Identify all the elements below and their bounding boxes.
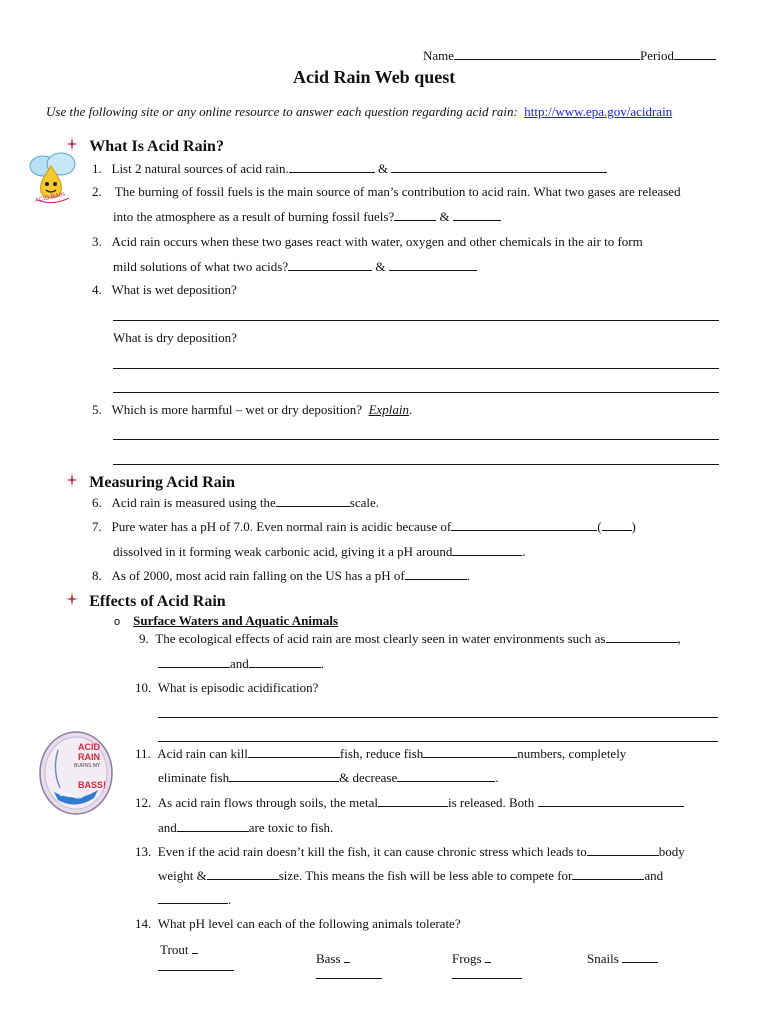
q4-answer-line-3[interactable] — [113, 392, 719, 393]
q6-answer[interactable] — [276, 494, 350, 507]
epa-link[interactable]: http://www.epa.gov/acidrain — [524, 104, 673, 119]
question-3: 3. Acid rain occurs when these two gases react with water, oxygen and other chemicals in the air to form — [92, 234, 643, 249]
question-9: 9. The ecological effects of acid rain are most clearly seen in water environments such as , — [139, 631, 681, 646]
question-2: 2. The burning of fossil fuels is the main source of man’s contribution to acid rain. What two gases are released — [92, 184, 681, 199]
question-5: 5. Which is more harmful – wet or dry deposition? Explain. — [92, 402, 413, 417]
q13-answer-4[interactable] — [158, 891, 228, 904]
q11-answer-2[interactable] — [423, 745, 517, 758]
question-14: 14. What pH level can each of the following animals tolerate? — [135, 916, 461, 931]
question-13-cont2: . — [158, 891, 231, 908]
section-heading: What Is Acid Rain? — [89, 138, 224, 155]
animal-label: Bass — [316, 951, 341, 966]
q11-answer-1[interactable] — [248, 745, 340, 758]
acid-rain-burns-my-bass-badge — [38, 730, 114, 816]
q11-answer-4[interactable] — [397, 769, 495, 782]
page-title: Acid Rain Web quest — [293, 67, 456, 87]
animal-bass — [316, 950, 350, 967]
badge-text-2: RAIN — [78, 752, 100, 762]
question-10: 10. What is episodic acidification? — [135, 680, 319, 695]
snails-answer[interactable] — [622, 950, 658, 963]
star-bullet-icon — [66, 592, 78, 606]
section-what-is-acid-rain — [66, 137, 224, 156]
q5-answer-line-2[interactable] — [113, 464, 719, 465]
name-field[interactable] — [423, 47, 716, 64]
badge-text-3: BURNS MY — [74, 763, 101, 769]
intro-text: Use the following site or any online resource to answer each question regarding acid rain: http://www.epa.gov/acidrain — [46, 104, 673, 119]
q1-answer-1[interactable] — [289, 160, 375, 173]
section-measuring-acid-rain — [66, 473, 235, 492]
q9-answer-1[interactable] — [606, 630, 678, 643]
q3-answer-1[interactable] — [288, 258, 372, 271]
q4-answer-line-1[interactable] — [113, 320, 719, 321]
question-4: 4. What is wet deposition? — [92, 282, 237, 297]
q13-answer-2[interactable] — [207, 867, 279, 880]
question-9-cont: and . — [158, 655, 324, 672]
q4-answer-line-2[interactable] — [113, 368, 719, 369]
question-11-cont: eliminate fish & decrease . — [158, 770, 499, 785]
q12-answer-3[interactable] — [177, 819, 249, 832]
question-13: 13. Even if the acid rain doesn’t kill the fish, it can cause chronic stress which leads to body — [135, 844, 685, 859]
animal-snails — [587, 950, 658, 967]
badge-text-4: BASS! — [78, 780, 107, 790]
period-label: Period — [640, 48, 674, 63]
q9-answer-2[interactable] — [158, 655, 230, 668]
q1-answer-2[interactable] — [391, 160, 607, 173]
question-7-cont: dissolved in it forming weak carbonic acid, giving it a pH around . — [113, 544, 526, 559]
q13-answer-1[interactable] — [587, 843, 659, 856]
question-4-dry: What is dry deposition? — [113, 330, 237, 345]
question-2-cont: into the atmosphere as a result of burning fossil fuels? & — [113, 208, 501, 225]
q8-answer[interactable] — [405, 567, 467, 580]
question-12: 12. As acid rain flows through soils, the metal is released. Both — [135, 794, 684, 811]
q11-answer-3[interactable] — [229, 769, 339, 782]
section-effects-of-acid-rain — [66, 592, 226, 611]
animal-frogs — [452, 950, 491, 967]
q7-answer-3[interactable] — [452, 543, 522, 556]
animal-label: Snails — [587, 951, 619, 966]
subsection-surface-waters — [114, 613, 338, 629]
question-3-cont: mild solutions of what two acids? & — [113, 258, 477, 275]
question-7: 7. Pure water has a pH of 7.0. Even normal rain is acidic because of ( ) — [92, 519, 636, 534]
acid-rain-drop-logo — [27, 152, 79, 206]
bass-answer[interactable] — [316, 978, 382, 979]
star-bullet-icon — [66, 137, 78, 151]
question-12-cont: and are toxic to fish. — [158, 820, 334, 835]
q2-answer-2[interactable] — [453, 208, 501, 221]
trout-answer[interactable] — [158, 970, 234, 971]
q10-answer-line-1[interactable] — [158, 717, 718, 718]
q5-answer-line-1[interactable] — [113, 439, 719, 440]
q9-answer-3[interactable] — [249, 655, 321, 668]
q7-answer-1[interactable] — [451, 518, 597, 531]
q3-answer-2[interactable] — [389, 258, 477, 271]
q7-answer-2[interactable] — [602, 518, 632, 531]
q13-answer-3[interactable] — [572, 867, 644, 880]
q12-answer-2[interactable] — [538, 794, 684, 807]
q12-answer-1[interactable] — [378, 794, 448, 807]
animal-label: Frogs — [452, 951, 482, 966]
question-13-cont: weight & size. This means the fish will be less able to compete for and — [158, 868, 664, 883]
name-label: Name — [423, 48, 455, 63]
subsection-heading: Surface Waters and Aquatic Animals — [133, 613, 339, 628]
star-bullet-icon — [66, 473, 78, 487]
animal-trout — [160, 941, 198, 958]
badge-text-1: ACID — [78, 742, 100, 752]
question-1: 1. List 2 natural sources of acid rain. & — [92, 160, 607, 177]
q2-answer-1[interactable] — [394, 208, 436, 221]
question-11: 11. Acid rain can kill fish, reduce fish numbers, completely — [135, 746, 627, 761]
frogs-answer[interactable] — [452, 978, 522, 979]
drop-logo-text: ACID RAIN — [34, 191, 66, 205]
circle-bullet-icon: o — [114, 616, 121, 628]
section-heading: Effects of Acid Rain — [89, 593, 226, 610]
section-heading: Measuring Acid Rain — [89, 474, 236, 491]
question-8: 8. As of 2000, most acid rain falling on the US has a pH of . — [92, 568, 470, 583]
q10-answer-line-2[interactable] — [158, 741, 718, 742]
question-6: 6. Acid rain is measured using the scale. — [92, 495, 379, 510]
animal-label: Trout — [160, 942, 189, 957]
